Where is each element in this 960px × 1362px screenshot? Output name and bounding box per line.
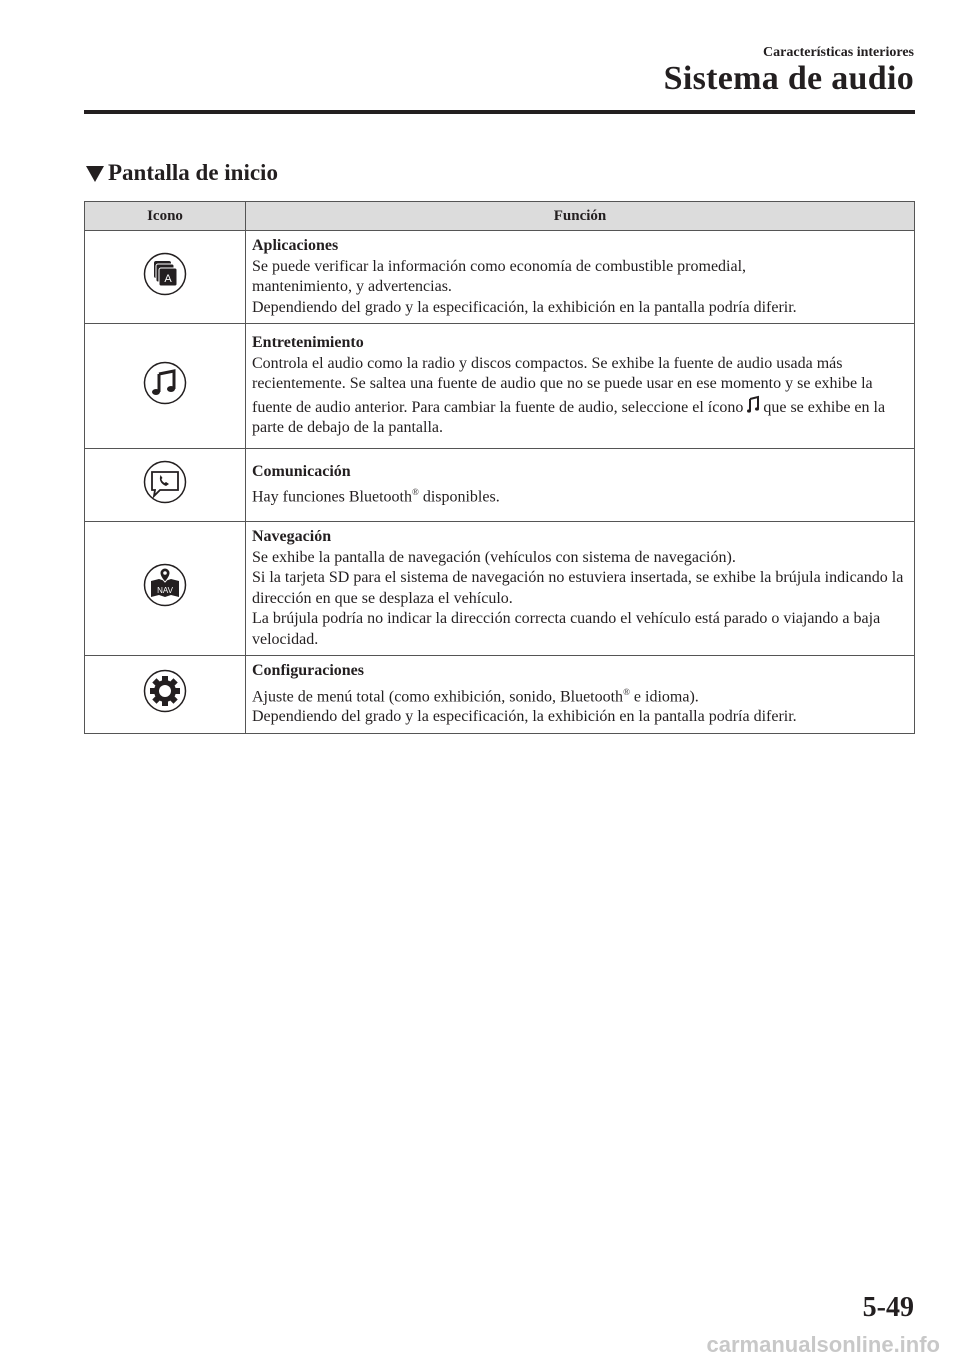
row-text: La brújula podría no indicar la dirección correcta cuando el vehículo está parado o viajando a baja velocidad. [252,610,881,648]
navigation-icon [143,563,187,607]
triangle-bullet-icon [86,166,104,182]
row-title: Configuraciones [252,662,364,679]
row-text: Se exhibe la pantalla de navegación (vehículos con sistema de navegación). [252,548,736,566]
row-title: Navegación [252,528,332,545]
phone-chat-icon [143,460,187,504]
section-title: Pantalla de inicio [108,160,278,185]
watermark: carmanualsonline.info [706,1332,940,1357]
applications-icon [143,252,187,296]
row-title: Aplicaciones [252,237,339,254]
table-header-row [85,202,915,231]
row-text: Dependiendo del grado y la especificación, la exhibición en la pantalla podría diferir. [252,298,797,316]
header-rule [84,110,915,114]
row-text: mantenimiento, y advertencias. [252,278,452,295]
row-text: Si la tarjeta SD para el sistema de navegación no estuviera insertada, se exhibe la brújula indicando la dirección en que se desplaza el vehículo. [252,569,904,607]
svg-text:A: A [164,272,172,285]
row-text: Ajuste de menú total (como exhibición, sonido, Bluetooth [252,687,624,705]
row-title: Entretenimiento [252,334,364,352]
registered-mark: ® [623,686,630,697]
row-text: disponibles. [418,488,500,506]
row-text: Se puede verificar la información como economía de combustible promedial, [252,257,747,275]
row-text: Hay funciones Bluetooth [252,488,412,506]
registered-mark: ® [411,487,419,498]
row-title: Comunicación [252,462,351,480]
row-text: Controla el audio como la radio y discos compactos. Se exhibe la fuente de audio usada más recientemente. Se saltea una fuente de audio que no se puede usar en ese momento y se exhibe la fuente de audio anterior. Para cambiar la fuente de audio, seleccione el ícono [252,354,873,416]
chapter-title: Sistema de audio [663,60,914,97]
column-header-icon: Icono [85,202,246,231]
gear-icon [143,669,187,713]
row-text: Dependiendo del grado y la especificación, la exhibición en la pantalla podría diferir. [252,708,797,726]
table-row [85,231,915,324]
row-text: que se exhibe en la parte de debajo de la pantalla. [252,398,886,437]
chapter-subtitle: Características interiores [763,45,914,60]
page-number: 5-49 [862,1292,914,1323]
table-row [85,522,915,656]
music-note-icon [143,361,187,405]
row-text: e idioma). [629,687,699,705]
music-note-inline-icon [747,395,759,415]
table-row [85,449,915,522]
section-heading [86,160,278,186]
table-row [85,656,915,734]
home-screen-table [84,201,915,734]
table-row [85,324,915,449]
column-header-function: Función [246,202,915,231]
nav-icon-label: NAV [157,586,173,596]
